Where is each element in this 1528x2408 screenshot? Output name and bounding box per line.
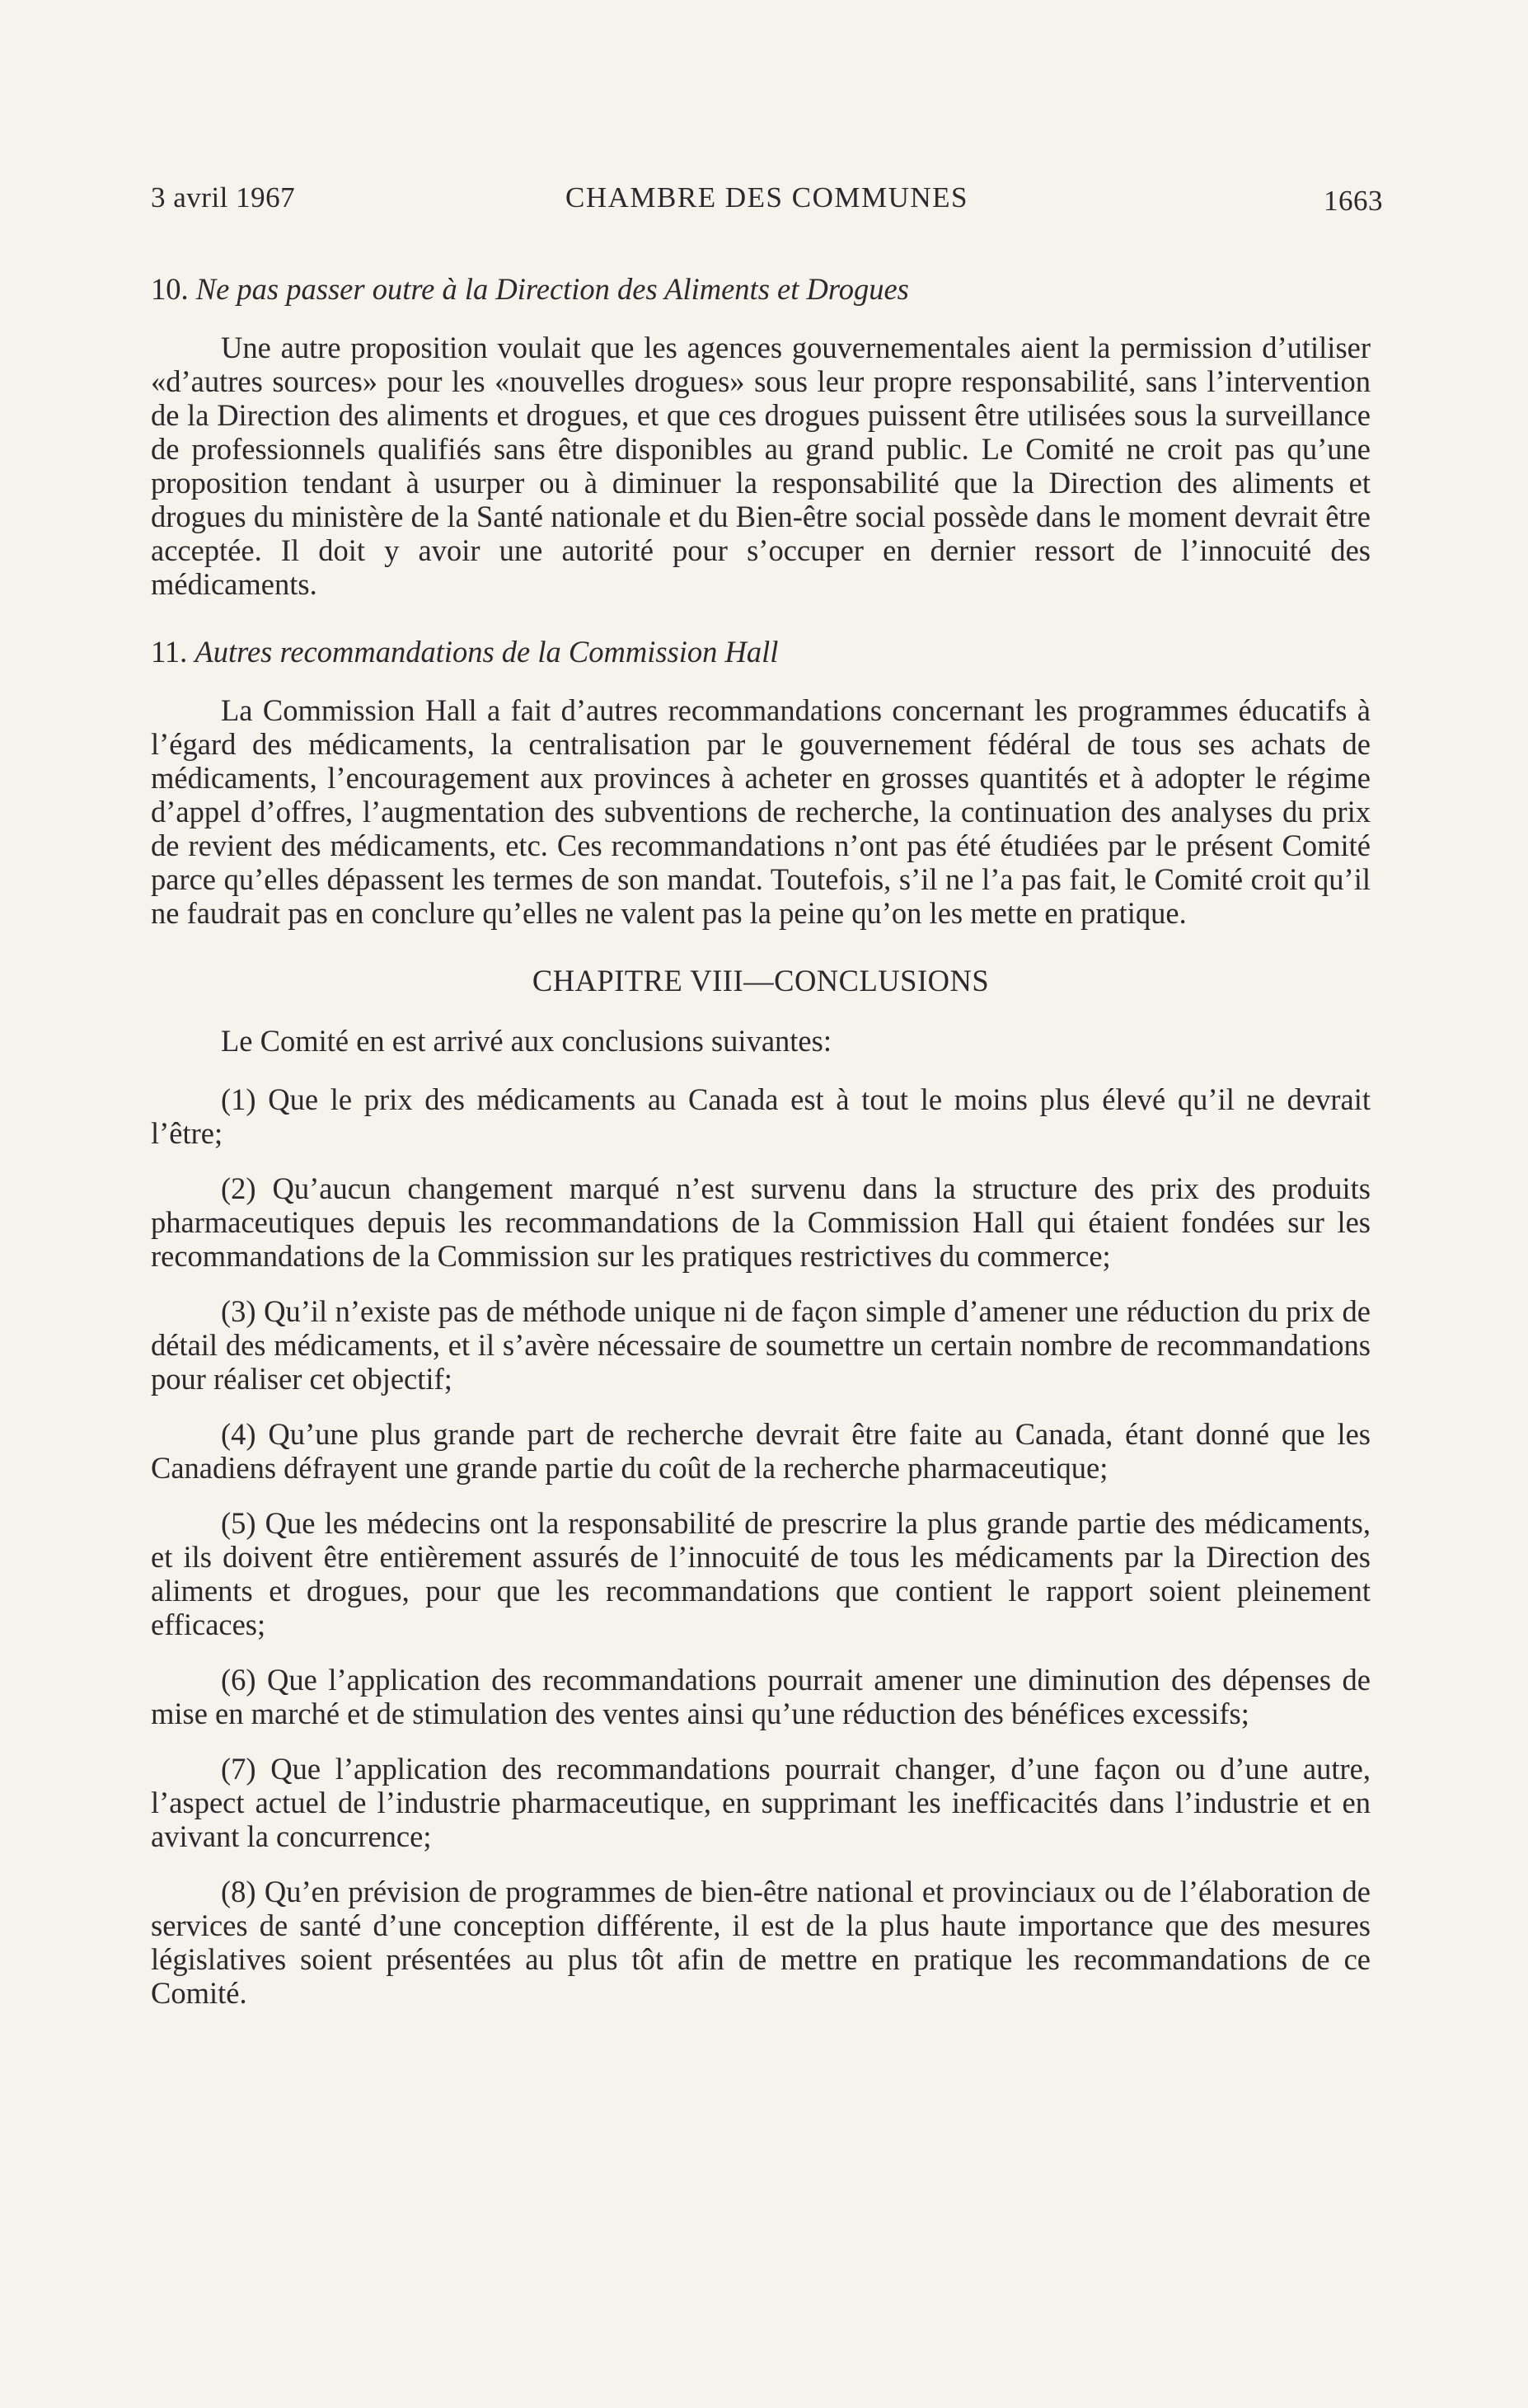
conclusion-item: (3) Qu’il n’existe pas de méthode unique ni de façon simple d’amener une réduction du prix de détail des médicaments, et il s’avère nécessaire de soumettre un certain nombre de recommandations pour réaliser cet objectif; <box>151 1294 1371 1396</box>
section-11-title: Autres recommandations de la Commission Hall <box>195 635 779 669</box>
conclusion-item: (2) Qu’aucun changement marqué n’est survenu dans la structure des prix des produits pharmaceutiques depuis les recommandations de la Commission Hall qui étaient fondées sur les recommandations de la Commission sur les pratiques restrictives du commerce; <box>151 1171 1371 1273</box>
conclusion-item: (1) Que le prix des médicaments au Canada est à tout le moins plus élevé qu’il ne devrait l’être; <box>151 1082 1371 1150</box>
conclusion-item: (6) Que l’application des recommandations pourrait amener une diminution des dépenses de mise en marché et de stimulation des ventes ainsi qu’une réduction des bénéfices excessifs; <box>151 1663 1371 1730</box>
page-body <box>151 272 1371 2031</box>
chapter-heading: CHAPITRE VIII—CONCLUSIONS <box>532 964 990 997</box>
section-11-number: 11. <box>151 635 188 669</box>
header-title: CHAMBRE DES COMMUNES <box>565 181 968 214</box>
section-11-paragraph: La Commission Hall a fait d’autres recommandations concernant les programmes éducatifs à l’égard des médicaments, la centralisation par le gouvernement fédéral de tous ses achats de médicaments, l’encouragement aux provinces à acheter en grosses quantités et à adopter le régime d’appel d’offres, l’augmentation des subventions de recherche, la continuation des analyses du prix de revient des médicaments, etc. Ces recommandations n’ont pas été étudiées par le présent Comité parce qu’elles dépassent les termes de son mandat. Toutefois, s’il ne l’a pas fait, le Comité croit qu’il ne faudrait pas en conclure qu’elles ne valent pas la peine qu’on les mette en pratique. <box>151 693 1371 930</box>
conclusion-item: (5) Que les médecins ont la responsabilité de prescrire la plus grande partie des médicaments, et ils doivent être entièrement assurés de l’innocuité de tous les médicaments par la Direction des aliments et drogues, pour que les recommandations que contient le rapport soient pleinement efficaces; <box>151 1506 1371 1641</box>
running-header <box>151 181 1383 231</box>
section-11-heading <box>151 635 1371 669</box>
conclusion-item: (4) Qu’une plus grande part de recherche devrait être faite au Canada, étant donné que les Canadiens défrayent une grande partie du coût de la recherche pharmaceutique; <box>151 1417 1371 1485</box>
conclusion-item: (8) Qu’en prévision de programmes de bien-être national et provinciaux ou de l’élaboration de services de santé d’une conception différente, il est de la plus haute importance que des mesures législatives soient présentées au plus tôt afin de mettre en pratique les recommandations de ce Comité. <box>151 1875 1371 2010</box>
section-10-title: Ne pas passer outre à la Direction des Aliments et Drogues <box>195 272 909 306</box>
conclusions-intro: Le Comité en est arrivé aux conclusions suivantes: <box>221 1024 832 1058</box>
section-10-number: 10. <box>151 272 189 306</box>
page-number: 1663 <box>1324 185 1383 217</box>
section-10-heading <box>151 272 1371 306</box>
header-date: 3 avril 1967 <box>151 181 296 214</box>
section-10-paragraph: Une autre proposition voulait que les agences gouvernementales aient la permission d’utiliser «d’autres sources» pour les «nouvelles drogues» sous leur propre responsabilité, sans l’intervention de la Direction des aliments et drogues, et que ces drogues puissent être utilisées sous la surveillance de professionnels qualifiés sans être disponibles au grand public. Le Comité ne croit pas qu’une proposition tendant à usurper ou à diminuer la responsabilité que la Direction des aliments et drogues du ministère de la Santé nationale et du Bien-être social possède dans le moment devrait être acceptée. Il doit y avoir une autorité pour s’occuper en dernier ressort de l’innocuité des médicaments. <box>151 331 1371 601</box>
conclusion-item: (7) Que l’application des recommandations pourrait changer, d’une façon ou d’une autre, l’aspect actuel de l’industrie pharmaceutique, en supprimant les inefficacités dans l’industrie et en avivant la concurrence; <box>151 1752 1371 1853</box>
